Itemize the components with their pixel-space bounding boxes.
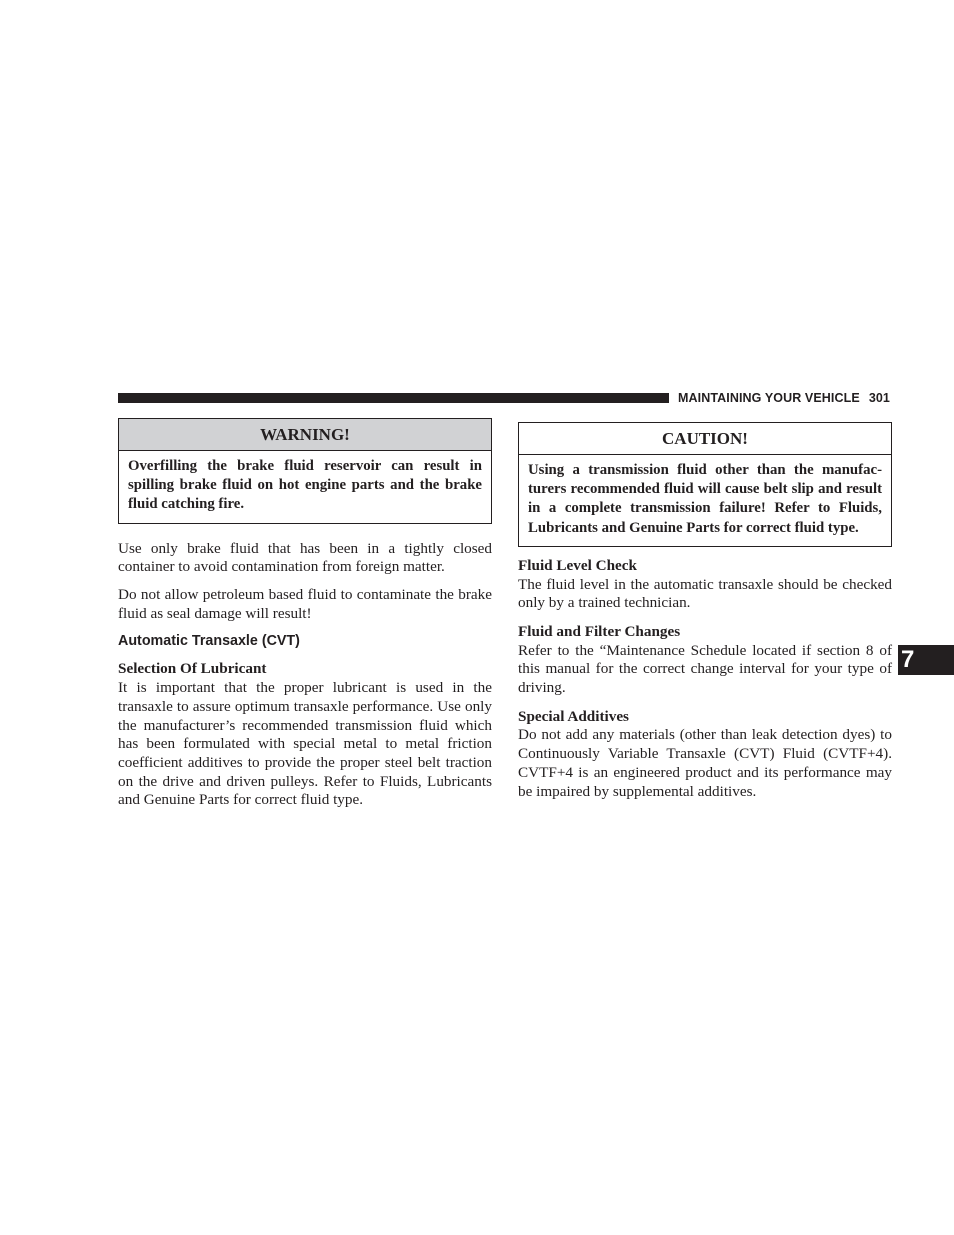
right-column [518,422,892,801]
petroleum-fluid-paragraph: Do not allow petroleum based fluid to contaminate the brake fluid as seal damage will result! [118,586,492,622]
page-number: 301 [868,391,890,405]
running-header [678,390,892,406]
header-rule [118,393,669,403]
fluid-level-paragraph: The fluid level in the automatic transaxle should be checked only by a trained technician. [518,575,892,612]
header-section-title: MAINTAINING YOUR VEHICLE [678,391,860,405]
section-heading-automatic-transaxle: Automatic Transaxle (CVT) [118,633,300,650]
subheading-fluid-filter-changes: Fluid and Filter Changes [518,622,681,640]
subheading-fluid-level-check: Fluid Level Check [518,556,637,574]
warning-box [118,418,492,524]
chapter-number: 7 [901,646,915,673]
warning-title: WARNING! [119,419,491,451]
warning-text: Overfilling the brake fluid reservoir can result in spilling brake fluid on hot engine parts and the brake fluid catching fire. [128,458,482,513]
subheading-special-additives: Special Additives [518,707,629,725]
subheading-selection-of-lubricant: Selection Of Lubricant [118,660,267,678]
caution-title: CAUTION! [519,423,891,455]
lubricant-paragraph: It is important that the proper lubricant is used in the transaxle to assure optimum transaxle performance. Use only the manufacturer’s recommended transmission fluid which has been formulated with special metal to metal friction coefficient additives to provide the proper steel belt traction on the drive and driven pulleys. Refer to Fluids, Lubricants and Genuine Parts for correct fluid type. [118,679,492,809]
fluid-filter-paragraph: Refer to the “Maintenance Schedule located if section 8 of this manual for the correct change interval for your type of driving. [518,641,892,697]
special-additives-paragraph: Do not add any materials (other than leak detection dyes) to Continuously Variable Transaxle (CVT) Fluid (CVTF+4). CVTF+4 is an engineered product and its performance may be impaired by supplemental additives. [518,726,892,800]
chapter-tab [898,645,954,675]
left-column [118,418,492,810]
caution-text: Using a transmission fluid other than the manufacturers recommended fluid will cause belt slip and result in a complete transmission failure! Refer to Fluids, Lubricants and Genuine Parts for correct fluid type. [528,462,882,536]
caution-box [518,422,892,547]
brake-fluid-container-paragraph: Use only brake fluid that has been in a tightly closed container to avoid contamination from foreign matter. [118,539,492,576]
